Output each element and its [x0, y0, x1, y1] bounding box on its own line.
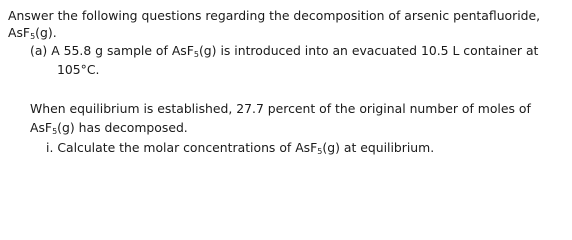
formula-subscript: 5	[193, 50, 199, 59]
part-i-line	[46, 140, 434, 156]
temperature-text: 105°C.	[57, 62, 100, 77]
part-a-line-2	[57, 62, 99, 78]
part-i-text-post: (g) at equilibrium.	[322, 140, 435, 155]
intro-line-2	[8, 25, 57, 41]
formula-subscript: 5	[30, 32, 36, 41]
part-i-text-pre: i. Calculate the molar concentrations of AsF	[46, 140, 318, 155]
equilibrium-line-2	[30, 120, 188, 136]
intro-text-1: Answer the following questions regarding the decomposition of arsenic pentafluoride,	[8, 8, 541, 23]
equilibrium-text-1: When equilibrium is established, 27.7 percent of the original number of moles of	[30, 101, 531, 116]
formula-subscript: 5	[52, 127, 58, 136]
part-a-text-post: (g) is introduced into an evacuated 10.5 L container at	[198, 43, 539, 58]
formula-asf5: AsF	[30, 120, 53, 135]
equilibrium-text-2: (g) has decomposed.	[57, 120, 188, 135]
part-a-line-1	[30, 43, 538, 59]
equilibrium-line-1	[30, 101, 531, 117]
part-a-text-pre: (a) A 55.8 g sample of AsF	[30, 43, 194, 58]
formula-subscript: 5	[317, 147, 323, 156]
formula-state: (g).	[35, 25, 57, 40]
formula-asf5: AsF	[8, 25, 31, 40]
intro-line-1	[8, 8, 540, 24]
